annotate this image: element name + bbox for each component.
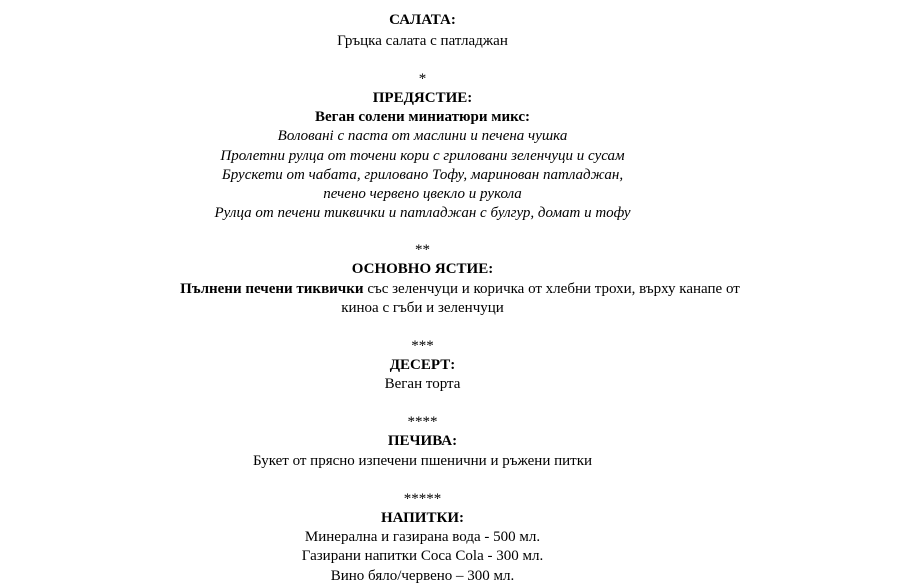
separator-1: * <box>418 71 427 87</box>
starter-heading: ПРЕДЯСТИЕ: <box>372 90 473 106</box>
salad-item: Гръцка салата с патладжан <box>337 33 508 49</box>
main-dish-line <box>0 280 920 299</box>
bread-item: Букет от прясно изпечени пшенични и ръжени питки <box>252 453 593 469</box>
starter-item: Рулца от печени тиквички и патладжан с булгур, домат и тофу <box>214 205 631 221</box>
main-dish-description: със зеленчуци и коричка от хлебни трохи, върху канапе от <box>363 281 740 297</box>
main-heading: ОСНОВНО ЯСТИЕ: <box>351 261 494 277</box>
salad-heading: САЛАТА: <box>389 12 456 28</box>
starter-item: печено червено цвекло и рукола <box>323 186 522 202</box>
bread-heading: ПЕЧИВА: <box>387 433 458 449</box>
separator-5: ***** <box>403 491 442 507</box>
separator-3: *** <box>411 338 434 354</box>
drink-item: Газирани напитки Coca Cola - 300 мл. <box>301 548 544 564</box>
starter-item: Пролетни рулца от точени кори с гриловани зеленчуци и сусам <box>220 148 625 164</box>
main-dish-line-2: киноа с гъби и зеленчуци <box>341 300 504 316</box>
drink-item: Вино бяло/червено – 300 мл. <box>330 568 515 584</box>
dessert-item: Веган торта <box>384 376 461 392</box>
dessert-heading: ДЕСЕРТ: <box>389 357 456 373</box>
starter-item: Брускети от чабата, гриловано Тофу, маринован патладжан, <box>221 167 624 183</box>
starter-subtitle: Веган солени миниатюри микс: <box>314 109 531 125</box>
separator-4: **** <box>407 414 438 430</box>
drinks-heading: НАПИТКИ: <box>380 510 464 526</box>
separator-2: ** <box>415 242 430 258</box>
main-dish-name: Пълнени печени тиквички <box>180 281 364 297</box>
starter-item: Волованi с паста от маслини и печена чушка <box>277 128 568 144</box>
drink-item: Минерална и газирана вода - 500 мл. <box>304 529 541 545</box>
